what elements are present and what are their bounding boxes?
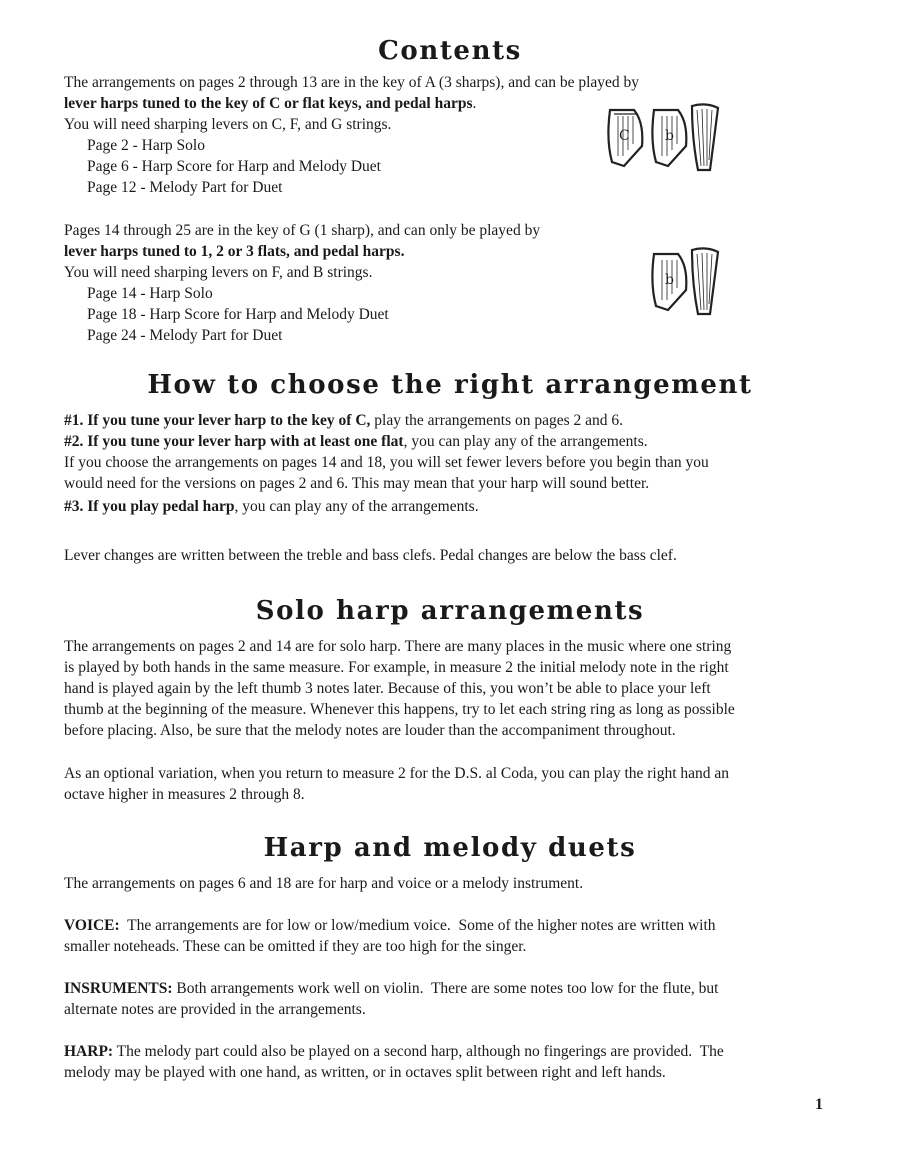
choose-option-1-text: play the arrangements on pages 2 and 6.	[370, 412, 624, 429]
harp-flat-label: b	[665, 128, 674, 144]
choose-option-1	[64, 410, 623, 431]
group1-period: .	[472, 95, 477, 112]
instruments-label: INSRUMENTS:	[64, 980, 173, 997]
group2-intro: Pages 14 through 25 are in the key of G (1 sharp), and can only be played by	[64, 222, 541, 239]
pedal-harp-icon	[692, 248, 718, 314]
instruments-line1	[64, 978, 718, 999]
group2-harp-types	[64, 241, 404, 262]
harp-c-label: C	[619, 128, 630, 144]
voice-label: VOICE:	[64, 917, 120, 934]
voice-line1	[64, 915, 716, 936]
duets-intro: The arrangements on pages 6 and 18 are for harp and voice or a melody instrument.	[64, 875, 584, 892]
choose-option-2-text: , you can play any of the arrangements.	[403, 433, 648, 450]
page-number: 1	[815, 1096, 823, 1113]
solo-para1-line: hand is played again by the left thumb 3 notes later. Because of this, you won’t be able to place your left	[64, 680, 711, 697]
lever-harp-c-icon	[608, 110, 642, 166]
group1-levers: You will need sharping levers on C, F, and G strings.	[64, 116, 392, 133]
solo-para1-line: thumb at the beginning of the measure. Whenever this happens, try to let each string ring as long as possible	[64, 701, 735, 718]
voice-text: The arrangements are for low or low/medium voice. Some of the higher notes are written with	[119, 917, 716, 934]
harp-icons-group2	[648, 244, 724, 316]
group1-harp-types	[64, 93, 476, 114]
instruments-line2: alternate notes are provided in the arrangements.	[64, 1001, 366, 1018]
group1-intro: The arrangements on pages 2 through 13 are in the key of A (3 sharps), and can be played by	[64, 74, 640, 91]
pedal-harp-icon	[692, 104, 718, 170]
lever-harp-flat-icon	[652, 254, 686, 310]
contents-heading: Contents	[378, 36, 522, 66]
group2-item: Page 24 - Melody Part for Duet	[87, 327, 283, 344]
group1-item: Page 6 - Harp Score for Harp and Melody Duet	[87, 158, 381, 175]
lever-pedal-changes-note: Lever changes are written between the treble and bass clefs. Pedal changes are below the bass clef.	[64, 547, 677, 564]
group2-harp-types-bold: lever harps tuned to 1, 2 or 3 flats, and pedal harps.	[64, 243, 405, 260]
harp-label: HARP:	[64, 1043, 114, 1060]
harp-flat-label: b	[665, 272, 674, 288]
group1-item: Page 12 - Melody Part for Duet	[87, 179, 283, 196]
group2-item: Page 18 - Harp Score for Harp and Melody Duet	[87, 306, 389, 323]
choose-option-2-line2: If you choose the arrangements on pages 14 and 18, you will set fewer levers before you begin than you	[64, 454, 709, 471]
choose-option-3-text: , you can play any of the arrangements.	[234, 498, 479, 515]
choose-option-2-line3: would need for the versions on pages 2 and 6. This may mean that your harp will sound better.	[64, 475, 650, 492]
solo-para1-line: The arrangements on pages 2 and 14 are for solo harp. There are many places in the music where one string	[64, 638, 732, 655]
harp-icons-group1	[604, 100, 724, 172]
voice-line2: smaller noteheads. These can be omitted if they are too high for the singer.	[64, 938, 527, 955]
choose-option-3	[64, 496, 479, 517]
solo-para2-line: As an optional variation, when you return to measure 2 for the D.S. al Coda, you can play the right hand an	[64, 765, 730, 782]
solo-para1-line: before placing. Also, be sure that the melody notes are louder than the accompaniment throughout.	[64, 722, 676, 739]
harp-line2: melody may be played with one hand, as written, or in octaves split between right and left hands.	[64, 1064, 666, 1081]
choose-option-3-bold: #3. If you play pedal harp	[64, 498, 235, 515]
group2-levers: You will need sharping levers on F, and B strings.	[64, 264, 373, 281]
choose-option-1-bold: #1. If you tune your lever harp to the key of C,	[64, 412, 371, 429]
group1-item: Page 2 - Harp Solo	[87, 137, 205, 154]
lever-harp-flat-icon	[652, 110, 686, 166]
harp-line1	[64, 1041, 724, 1062]
group1-harp-types-bold: lever harps tuned to the key of C or flat keys, and pedal harps	[64, 95, 473, 112]
duets-heading: Harp and melody duets	[263, 833, 637, 863]
group2-item: Page 14 - Harp Solo	[87, 285, 213, 302]
solo-para2-line: octave higher in measures 2 through 8.	[64, 786, 305, 803]
instruments-text: Both arrangements work well on violin. There are some notes too low for the flute, but	[172, 980, 719, 997]
choose-heading: How to choose the right arrangement	[147, 370, 753, 400]
harp-text: The melody part could also be played on a second harp, although no fingerings are provided. The	[113, 1043, 724, 1060]
solo-para1-line: is played by both hands in the same measure. For example, in measure 2 the initial melody note in the right	[64, 659, 729, 676]
choose-option-2-bold: #2. If you tune your lever harp with at least one flat	[64, 433, 404, 450]
choose-option-2	[64, 431, 648, 452]
solo-heading: Solo harp arrangements	[255, 596, 645, 626]
